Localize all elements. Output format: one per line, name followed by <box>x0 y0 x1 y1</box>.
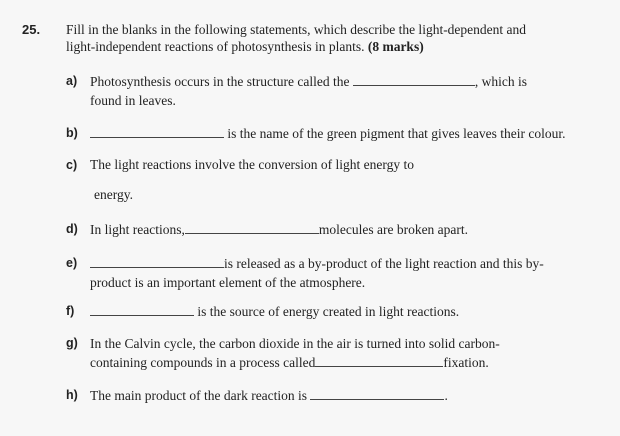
item-text: Photosynthesis occurs in the structure called the <box>90 74 350 89</box>
item-label: b) <box>66 126 78 140</box>
item-label: h) <box>66 388 78 402</box>
item-label: e) <box>66 256 78 270</box>
item-e <box>66 254 606 292</box>
item-label: g) <box>66 336 78 350</box>
answer-blank[interactable] <box>90 125 224 138</box>
item-text: product is an important element of the atmosphere. <box>90 275 366 290</box>
item-label: c) <box>66 158 78 172</box>
item-label: d) <box>66 222 78 236</box>
answer-blank[interactable] <box>315 354 443 367</box>
item-g <box>66 334 606 372</box>
item-d <box>66 220 606 239</box>
item-f <box>66 302 606 321</box>
item-text: is released as a by-product of the light reaction and this by- <box>224 256 544 271</box>
answer-blank[interactable] <box>310 387 444 400</box>
answer-blank[interactable] <box>90 303 194 316</box>
answer-blank[interactable] <box>90 255 224 268</box>
question-stem <box>66 21 606 55</box>
item-text: The light reactions involve the conversion of light energy to <box>90 157 415 172</box>
item-text: containing compounds in a process called <box>90 355 316 370</box>
item-text: fixation. <box>443 355 489 370</box>
item-text: molecules are broken apart. <box>318 222 469 237</box>
item-b <box>66 124 606 143</box>
item-h <box>66 386 606 405</box>
item-a <box>66 72 606 110</box>
item-label: f) <box>66 304 75 318</box>
item-text: In light reactions, <box>90 222 185 237</box>
item-text: In the Calvin cycle, the carbon dioxide in the air is turned into solid carbon- <box>90 336 500 351</box>
question-number: 25. <box>22 22 41 37</box>
stem-line-1: Fill in the blanks in the following statements, which describe the light-dependent and <box>66 22 527 37</box>
stem-line-2: light-independent reactions of photosynthesis in plants. <box>66 39 365 54</box>
item-label: a) <box>66 74 78 88</box>
item-text: . <box>444 388 448 403</box>
item-text: is the name of the green pigment that gives leaves their colour. <box>227 126 566 141</box>
item-text: is the source of energy created in light reactions. <box>197 304 460 319</box>
marks-label: (8 marks) <box>367 39 424 54</box>
item-c <box>66 156 606 210</box>
item-text: energy. <box>94 187 133 202</box>
answer-blank[interactable] <box>353 73 475 86</box>
item-text: found in leaves. <box>90 93 176 108</box>
answer-blank[interactable] <box>185 221 319 234</box>
item-text: The main product of the dark reaction is <box>90 388 308 403</box>
item-text: , which is <box>474 74 527 89</box>
